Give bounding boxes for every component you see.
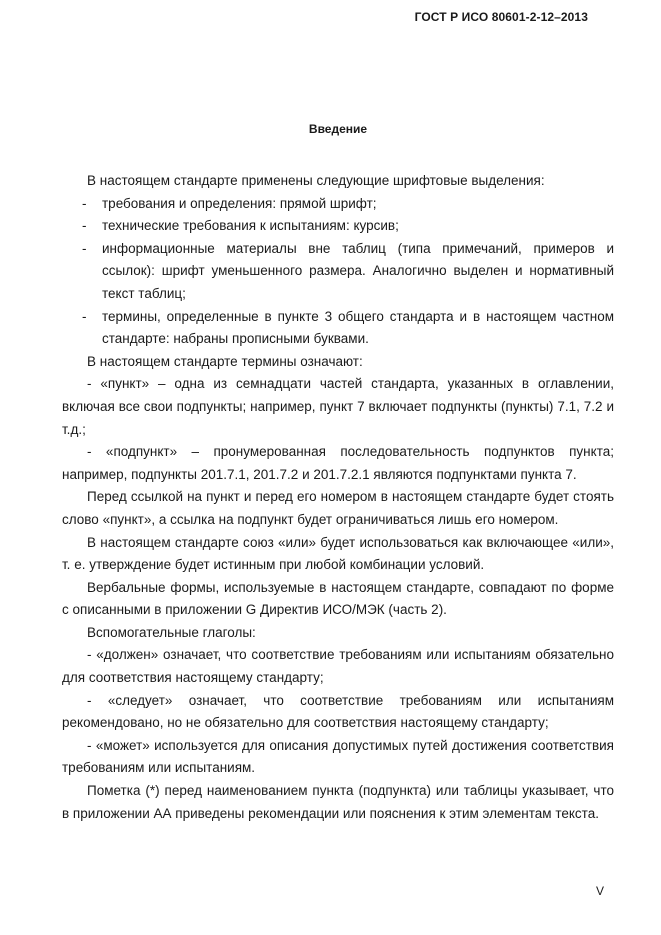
term-punkt-paragraph: - «пункт» – одна из семнадцати частей стандарта, указанных в оглавлении, включая все свои подпункты; например, пункт 7 включает подпункты (пункты) 7.1, 7.2 и т.д.; bbox=[62, 376, 614, 437]
document-header: ГОСТ Р ИСО 80601-2-12–2013 bbox=[414, 10, 588, 24]
section-title: Введение bbox=[308, 122, 368, 136]
list-item bbox=[62, 215, 614, 238]
verbal-forms-paragraph: Вербальные формы, используемые в настоящем стандарте, совпадают по форме с описанными в приложении G Директив ИСО/МЭК (часть 2). bbox=[62, 579, 614, 618]
aux-verb-should-paragraph: - «следует» означает, что соответствие требованиям или испытаниям рекомендовано, но не обязательно для соответствия настоящему стандарту; bbox=[62, 692, 614, 731]
aux-verb-may-paragraph: - «может» используется для описания допустимых путей достижения соответствия требованиям или испытаниям. bbox=[62, 737, 614, 776]
terms-intro-paragraph: В настоящем стандарте термины означают: bbox=[87, 353, 363, 369]
list-item-text: технические требования к испытаниям: курсив; bbox=[102, 218, 399, 234]
list-dash: - bbox=[82, 195, 87, 211]
list-item-text: термины, определенные в пункте 3 общего стандарта и в настоящем частном стандарте: набраны прописными буквами. bbox=[102, 308, 614, 347]
list-item bbox=[62, 306, 614, 351]
asterisk-note-paragraph: Пометка (*) перед наименованием пункта (подпункта) или таблицы указывает, что в приложении АА приведены рекомендации или пояснения к этим элементам текста. bbox=[62, 783, 614, 821]
intro-paragraph: В настоящем стандарте применены следующие шрифтовые выделения: bbox=[87, 173, 545, 188]
list-dash: - bbox=[82, 218, 87, 234]
list-item-text: требования и определения: прямой шрифт; bbox=[102, 195, 377, 211]
aux-verbs-intro-paragraph: Вспомогательные глаголы: bbox=[87, 624, 256, 640]
list-dash: - bbox=[82, 240, 87, 256]
list-item bbox=[62, 193, 614, 216]
list-item bbox=[62, 238, 614, 306]
page-number: V bbox=[596, 884, 605, 898]
reference-rule-paragraph: Перед ссылкой на пункт и перед его номером в настоящем стандарте будет стоять слово «пункт», а ссылка на подпункт будет ограничиваться лишь его номером. bbox=[62, 489, 614, 527]
list-item-text: информационные материалы вне таблиц (типа примечаний, примеров и ссылок): шрифт уменьшенного размера. Аналогично выделен и нормативный текст таблиц; bbox=[102, 240, 614, 301]
list-dash: - bbox=[82, 308, 87, 324]
or-rule-paragraph: В настоящем стандарте союз «или» будет использоваться как включающее «или», т. е. утверждение будет истинным при любой комбинации условий. bbox=[62, 534, 614, 573]
document-body bbox=[62, 170, 614, 825]
term-podpunkt-paragraph: - «подпункт» – пронумерованная последовательность подпунктов пункта; например, подпункты 201.7.1, 201.7.2 и 201.7.2.1 являются подпунктами пункта 7. bbox=[62, 444, 614, 482]
aux-verb-must-paragraph: - «должен» означает, что соответствие требованиям или испытаниям обязательно для соответствия настоящему стандарту; bbox=[62, 647, 614, 686]
